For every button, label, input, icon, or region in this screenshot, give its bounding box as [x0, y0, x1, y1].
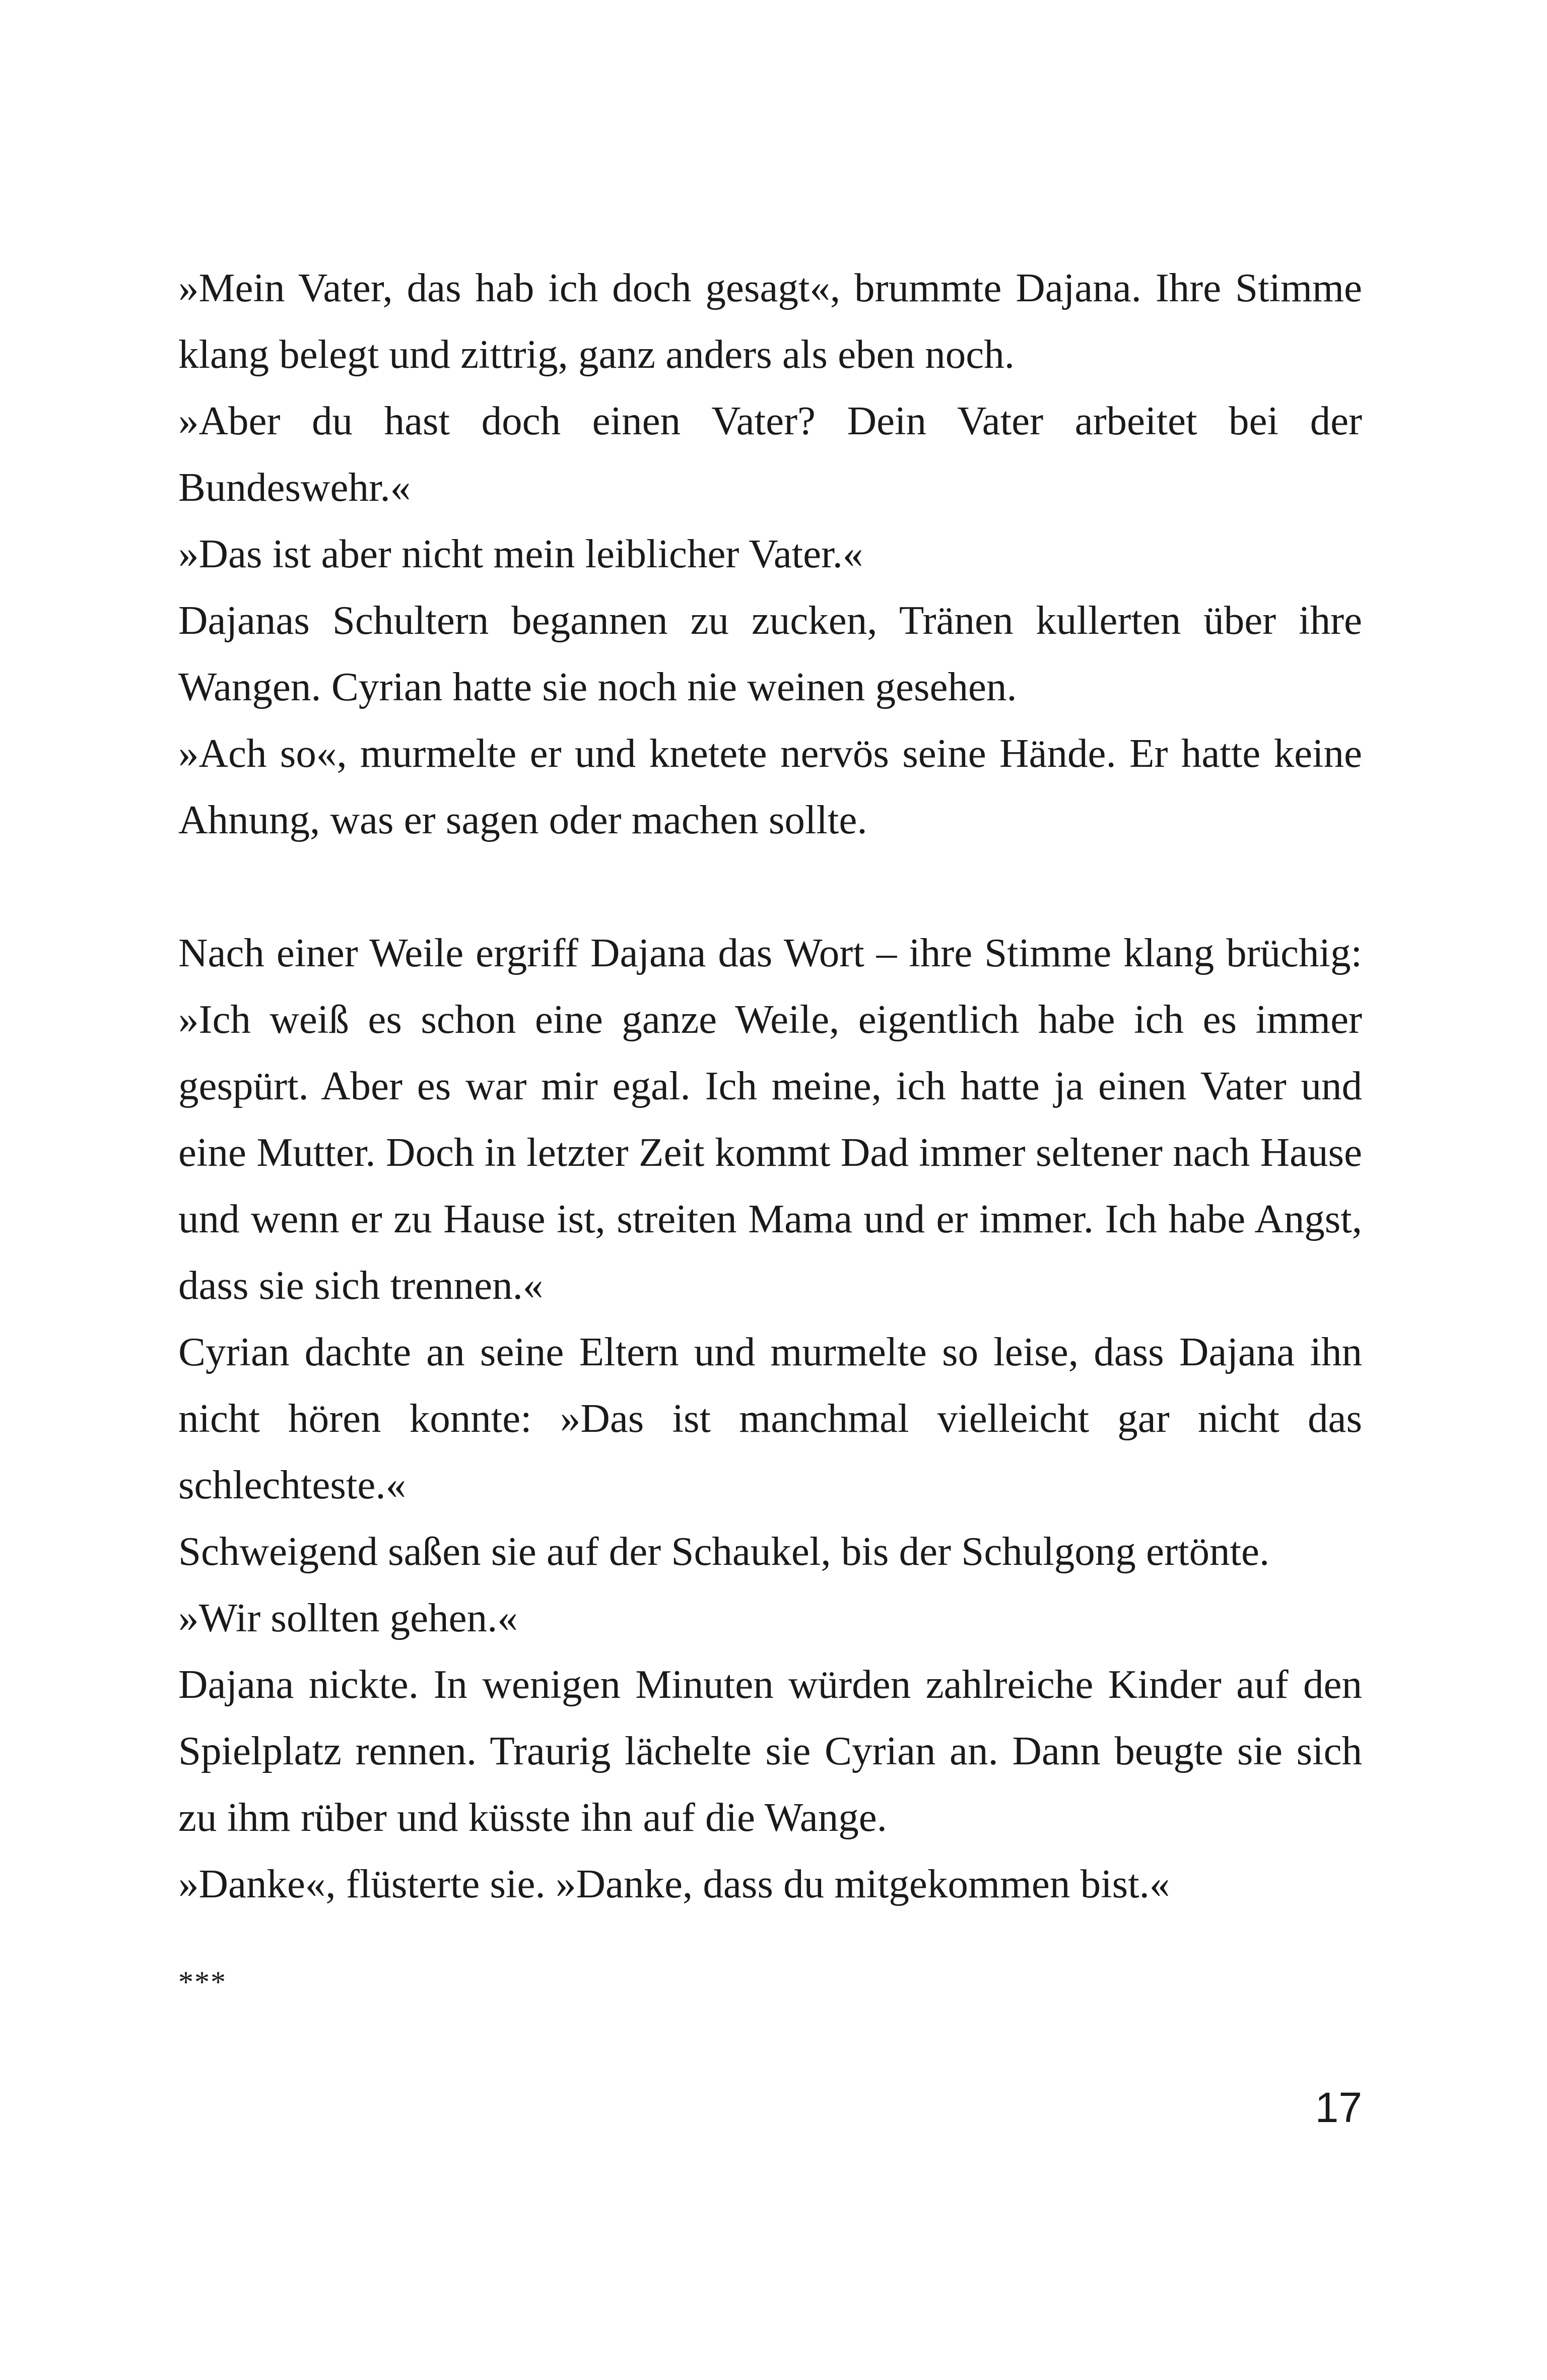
paragraph: »Wir sollten gehen.« [178, 1595, 518, 1640]
paragraph: Cyrian dachte an seine Eltern und murmelte so leise, dass Dajana ihn nicht hören konnte: »Das ist manchmal vielleicht gar nicht das schlechteste.« [178, 1329, 1362, 1507]
page-number: 17 [1315, 2084, 1362, 2131]
paragraph: »Das ist aber nicht mein leiblicher Vater.« [178, 531, 863, 576]
paragraph: »Danke«, flüsterte sie. »Danke, dass du mitgekommen bist.« [178, 1861, 1170, 1906]
paragraph: Nach einer Weile ergriff Dajana das Wort – ihre Stimme klang brüchig: »Ich weiß es schon eine ganze Weile, eigentlich habe ich es immer gespürt. Aber es war mir egal. Ich meine, ich hatte ja einen Vater und eine Mutter. Doch in letzter Zeit kommt Dad immer seltener nach Hause und wenn er zu Hause ist, streiten Mama und er immer. Ich habe Angst, dass sie sich trennen.« [178, 930, 1362, 1308]
paragraph: »Mein Vater, das hab ich doch gesagt«, brummte Dajana. Ihre Stimme klang belegt und zittrig, ganz anders als eben noch. [178, 265, 1362, 377]
section-gap [178, 853, 1362, 919]
body-text [178, 254, 1362, 1917]
paragraph: Dajanas Schultern begannen zu zucken, Tränen kullerten über ihre Wangen. Cyrian hatte sie noch nie weinen gesehen. [178, 598, 1362, 709]
paragraph: Dajana nickte. In wenigen Minuten würden zahlreiche Kinder auf den Spielplatz rennen. Traurig lächelte sie Cyrian an. Dann beugte sie sich zu ihm rüber und küsste ihn auf die Wange. [178, 1662, 1362, 1840]
paragraph: Schweigend saßen sie auf der Schaukel, bis der Schulgong ertönte. [178, 1529, 1270, 1574]
paragraph: »Ach so«, murmelte er und knetete nervös seine Hände. Er hatte keine Ahnung, was er sagen oder machen sollte. [178, 731, 1362, 842]
scene-separator: *** [178, 1965, 227, 1999]
paragraph: »Aber du hast doch einen Vater? Dein Vater arbeitet bei der Bundeswehr.« [178, 398, 1362, 510]
